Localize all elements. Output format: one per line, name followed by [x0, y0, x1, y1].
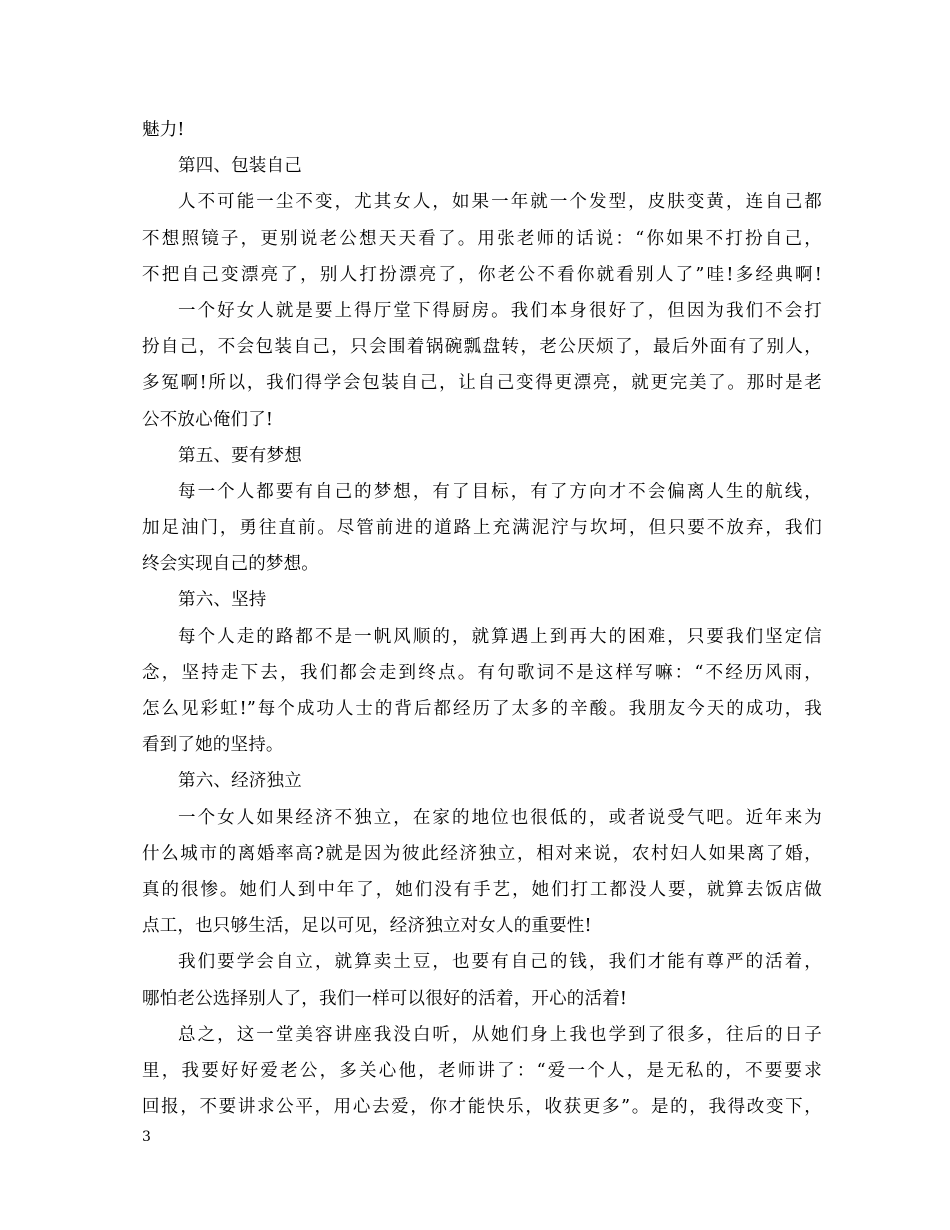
- text-line: 看到了她的坚持。: [142, 735, 284, 756]
- text-line: 一个女人如果经济不独立，在家的地位也很低的，或者说受气吧。近年来为: [178, 807, 822, 828]
- text-line: 人不可能一尘不变，尤其女人，如果一年就一个发型，皮肤变黄，连自己都: [178, 192, 822, 213]
- text-line: 魅力!: [142, 120, 185, 140]
- text-line: 点工，也只够生活，足以可见，经济独立对女人的重要性!: [142, 916, 592, 937]
- text-line: 一个好女人就是要上得厅堂下得厨房。我们本身很好了，但因为我们不会打: [178, 300, 822, 321]
- text-line: 多冤啊!所以，我们得学会包装自己，让自己变得更漂亮，就更完美了。那时是老: [142, 373, 822, 394]
- text-line: 扮自己，不会包装自己，只会围着锅碗瓢盘转，老公厌烦了，最后外面有了别人，: [142, 337, 822, 358]
- body-text: [142, 112, 822, 1125]
- text-line: 公不放心俺们了!: [142, 409, 274, 430]
- text-line: 每个人走的路都不是一帆风顺的，就算遇上到再大的困难，只要我们坚定信: [178, 626, 822, 647]
- text-line: 第六、经济独立: [178, 771, 302, 792]
- text-line: 回报，不要讲求公平，用心去爱，你才能快乐，收获更多”。是的，我得改变下，: [142, 1097, 822, 1118]
- text-line: 哪怕老公选择别人了，我们一样可以很好的活着，开心的活着!: [142, 988, 628, 1009]
- text-line: 怎么见彩虹!”每个成功人士的背后都经历了太多的辛酸。我朋友今天的成功，我: [142, 699, 822, 719]
- text-line: 里，我要好好爱老公，多关心他，老师讲了：“爱一个人，是无私的，不要要求: [142, 1060, 822, 1081]
- text-line: 第五、要有梦想: [178, 445, 302, 466]
- text-line: 第四、包装自己: [178, 156, 302, 177]
- text-line: 什么城市的离婚率高?就是因为彼此经济独立，相对来说，农村妇人如果离了婚，: [142, 843, 822, 864]
- text-line: 每一个人都要有自己的梦想，有了目标，有了方向才不会偏离人生的航线，: [178, 481, 822, 502]
- text-line: 真的很惨。她们人到中年了，她们没有手艺，她们打工都没人要，就算去饭店做: [142, 879, 822, 900]
- text-line: 我们要学会自立，就算卖土豆，也要有自己的钱，我们才能有尊严的活着，: [178, 952, 822, 973]
- text-line: 不把自己变漂亮了，别人打扮漂亮了，你老公不看你就看别人了”哇!多经典啊!: [142, 264, 822, 285]
- text-line: 不想照镜子，更别说老公想天天看了。用张老师的话说：“你如果不打扮自己，: [142, 228, 822, 249]
- text-line: 第六、坚持: [178, 590, 267, 611]
- page-number: 3: [142, 1129, 151, 1145]
- text-line: 念，坚持走下去，我们都会走到终点。有句歌词不是这样写嘛：“不经历风雨，: [142, 662, 822, 683]
- text-line: 终会实现自己的梦想。: [142, 554, 319, 575]
- text-line: 总之，这一堂美容讲座我没白听，从她们身上我也学到了很多，往后的日子: [178, 1024, 822, 1045]
- text-line: 加足油门，勇往直前。尽管前进的道路上充满泥泞与坎坷，但只要不放弃，我们: [142, 518, 822, 539]
